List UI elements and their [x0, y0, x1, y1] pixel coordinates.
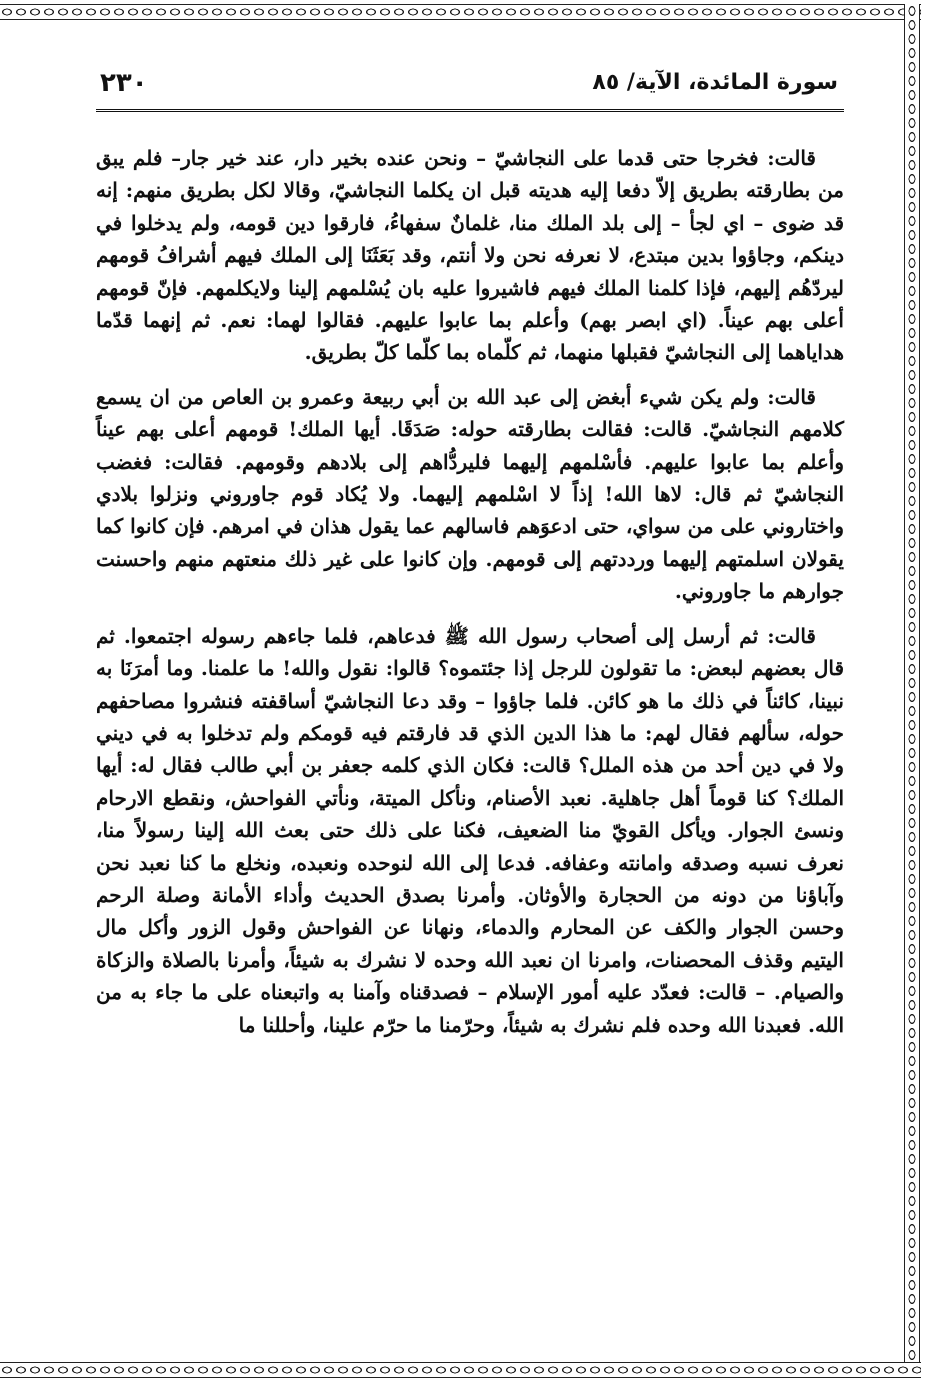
header-rule: [96, 109, 844, 112]
ornamental-border-top: [0, 4, 921, 20]
paragraph-3: قالت: ثم أرسل إلى أصحاب رسول الله ﷺ فدعاهم، فلما جاءهم رسوله اجتمعوا. ثم قال بعضهم لبعض: ما تقولون للرجل إذا جئتموه؟ قالوا: نقول والله! ما علمنا. وما أمرَنَا به نبينا، كائناً في ذلك ما هو كائن. فلما جاؤوا – وقد دعا النجاشيّ أساقفته فنشروا مصاحفهم حوله، سألهم فقال لهم: ما هذا الدين الذي قد فارقتم فيه قومكم ولم تدخلوا به في ديني ولا في دين أحد من هذه الملل؟ قالت: فكان الذي كلمه جعفر بن أبي طالب فقال له: أيها الملك؟ كنا قوماً أهل جاهلية. نعبد الأصنام، ونأكل الميتة، ونأتي الفواحش، ونقطع الارحام ونسئ الجوار. ويأكل القويّ منا الضعيف، فكنا على ذلك حتى بعث الله إلينا رسولاً منا، نعرف نسبه وصدقه وامانته وعفافه. فدعا إلى الله لنوحده ونعبده، ونخلع ما كنا نعبد نحن وآباؤنا من دونه من الحجارة والأوثان. وأمرنا بصدق الحديث وأداء الأمانة وصلة الرحم وحسن الجوار والكف عن المحارم والدماء، ونهانا عن الفواحش وقول الزور وأكل مال اليتيم وقذف المحصنات، وامرنا ان نعبد الله وحده لا نشرك به شيئاً، وأمرنا بالصلاة والزكاة والصيام. – قالت: فعدّد عليه أمور الإسلام – فصدقناه وآمنا به واتبعناه على ما جاء به من الله. فعبدنا الله وحده فلم نشرك به شيئاً، وحرّمنا ما حرّم علينا، وأحللنا ما: [96, 623, 844, 1037]
running-header: [96, 56, 844, 104]
paragraph-2: قالت: ولم يكن شيء أبغض إلى عبد الله بن أبي ربيعة وعمرو بن العاص من ان يسمع كلامهم النجاشيّ. قالت: فقالت بطارقته حوله: صَدَقَا. أيها الملك! قومهم أعلى بهم عيناً وأعلم بما عابوا عليهم. فأسْلمهم إليهما فليردُّاهم إلى بلادهم وقومهم. فقالت: فغضب النجاشيّ ثم قال: لاها الله! إذاً لا اسْلمهم إليهما. ولا يُكاد قوم جاوروني ونزلوا بلادي واختاروني على من سواي، حتى ادعوَهم فاسالهم عما يقول هذان في امرهم. فإن كانوا كما يقولان اسلمتهم إليهما ورددتهم إلى قومهم. وإن كانوا على غير ذلك منعتهم منهم واحسنت جوارهم ما جاوروني.: [96, 384, 844, 604]
body-text: [96, 142, 844, 1041]
paragraph-1: قالت: فخرجا حتى قدما على النجاشيّ – ونحن عنده بخير دار، عند خير جار– فلم يبق من بطارقته بطريق إلاّ دفعا إليه هديته قبل ان يكلما النجاشيّ، وقالا لكل بطريق منهم: إنه قد ضوى – اي لجأ – إلى بلد الملك منا، غلمانٌ سفهاءُ، فارقوا دين قومه، ولم يدخلوا في دينكم، وجاؤوا بدين مبتدع، لا نعرفه نحن ولا أنتم، وقد بَعَثَنَا إلى الملك فيهم أشرافُ قومهم ليردّهُم إليهم، فإذا كلمنا الملك فيهم فاشيروا عليه بان يُسْلمهم إلينا ولايكلمهم. فإنّ قومهم أعلى بهم عيناً. (اي ابصر بهم) وأعلم بما عابوا عليهم. فقالوا لهما: نعم. ثم إنهما قدّما هداياهما إلى النجاشيّ فقبلها منهما، ثم كلّماه بما كلّما كلّ بطريق.: [96, 146, 844, 365]
ornamental-border-right: [904, 4, 920, 1376]
page-number: ٢٣٠: [100, 68, 148, 98]
running-title: سورة المائدة، الآية/ ٨٥: [592, 70, 838, 95]
ornamental-border-bottom: [0, 1362, 921, 1378]
book-page: [96, 56, 844, 1352]
